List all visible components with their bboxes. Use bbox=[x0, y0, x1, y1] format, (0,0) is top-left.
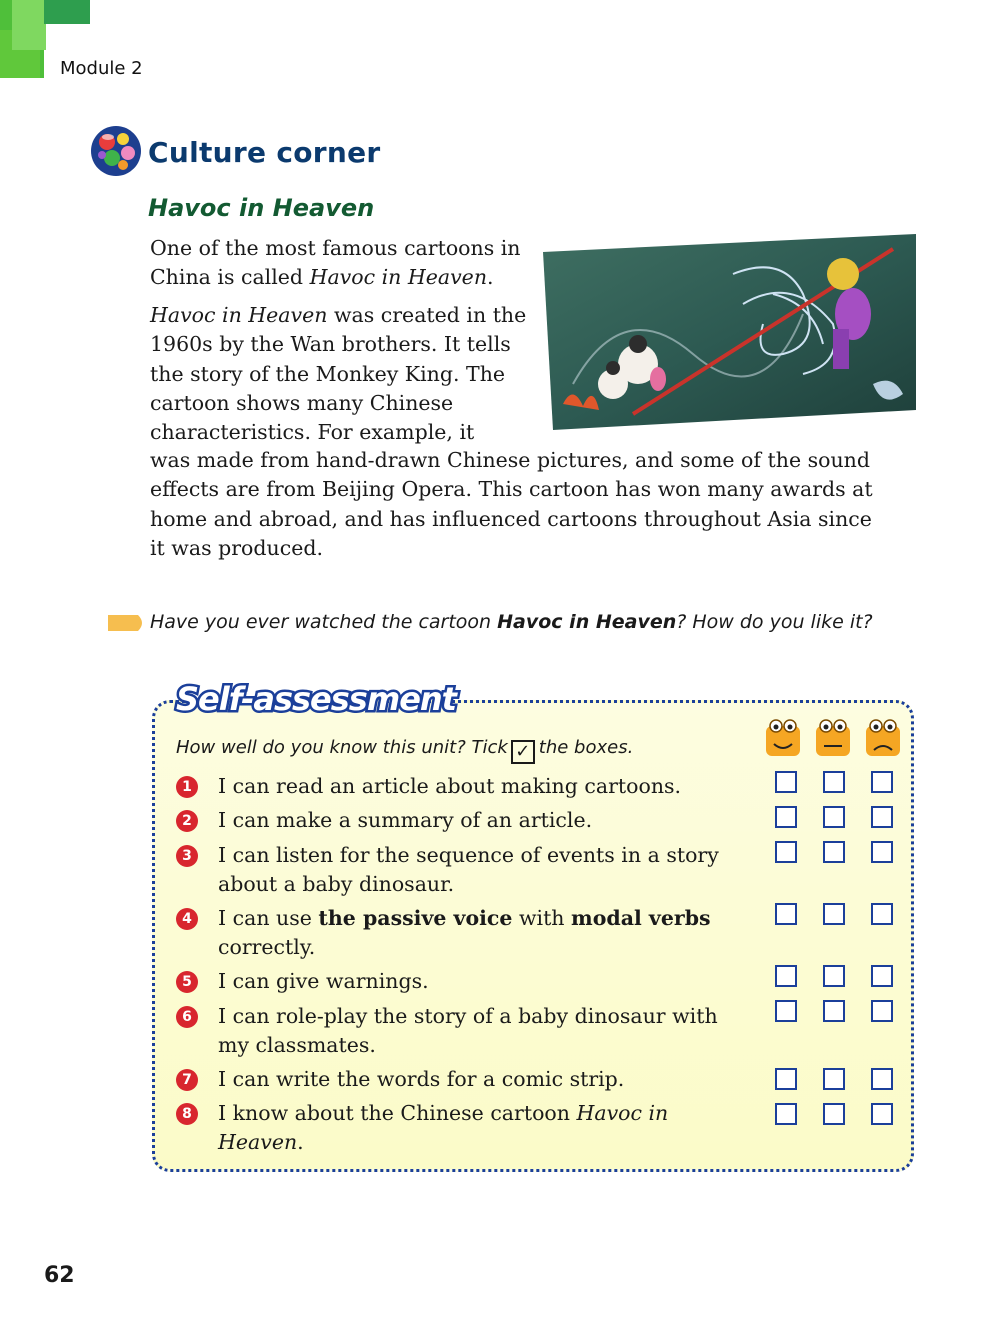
item-number: 3 bbox=[176, 845, 198, 867]
checkbox-7-neutral[interactable] bbox=[823, 1068, 845, 1090]
checkbox-4-happy[interactable] bbox=[775, 903, 797, 925]
checkbox-3-neutral[interactable] bbox=[823, 841, 845, 863]
rating-faces bbox=[764, 718, 914, 758]
item-text: I can listen for the sequence of events in a story about a baby dinosaur. bbox=[218, 843, 719, 897]
item-text: I can write the words for a comic strip. bbox=[218, 1067, 625, 1091]
checkbox-3-happy[interactable] bbox=[775, 841, 797, 863]
item-number: 4 bbox=[176, 908, 198, 930]
article-paragraph-1: One of the most famous cartoons in China is called Havoc in Heaven. bbox=[150, 236, 521, 290]
item-text: I can give warnings. bbox=[218, 969, 429, 993]
svg-text:Self-assessment: Self-assessment bbox=[176, 680, 456, 718]
item-number: 5 bbox=[176, 971, 198, 993]
article-title: Havoc in Heaven bbox=[148, 194, 375, 222]
item-number: 2 bbox=[176, 810, 198, 832]
item-number: 7 bbox=[176, 1069, 198, 1091]
culture-ball-icon bbox=[90, 125, 142, 177]
checkbox-7-sad[interactable] bbox=[871, 1068, 893, 1090]
sad-face-icon bbox=[866, 720, 900, 756]
page-number: 62 bbox=[44, 1263, 75, 1288]
item-text: I can make a summary of an article. bbox=[218, 808, 593, 832]
item-number: 1 bbox=[176, 776, 198, 798]
checkbox-4-sad[interactable] bbox=[871, 903, 893, 925]
question-tag-icon bbox=[108, 613, 146, 633]
checkbox-8-neutral[interactable] bbox=[823, 1103, 845, 1125]
module-label: Module 2 bbox=[60, 58, 143, 79]
item-number: 8 bbox=[176, 1103, 198, 1125]
checkbox-6-neutral[interactable] bbox=[823, 1000, 845, 1022]
checkbox-2-neutral[interactable] bbox=[823, 806, 845, 828]
neutral-face-icon bbox=[816, 720, 850, 756]
checkbox-4-neutral[interactable] bbox=[823, 903, 845, 925]
checkbox-1-happy[interactable] bbox=[775, 771, 797, 793]
checkbox-5-happy[interactable] bbox=[775, 965, 797, 987]
checkbox-8-happy[interactable] bbox=[775, 1103, 797, 1125]
checkbox-3-sad[interactable] bbox=[871, 841, 893, 863]
culture-corner-title: Culture corner bbox=[148, 136, 381, 169]
item-text: I can role-play the story of a baby dinosaur with my classmates. bbox=[218, 1004, 718, 1058]
havoc-in-heaven-picture bbox=[543, 234, 916, 430]
checkbox-2-happy[interactable] bbox=[775, 806, 797, 828]
checkbox-8-sad[interactable] bbox=[871, 1103, 893, 1125]
item-text: I know about the Chinese cartoon Havoc in Heaven. bbox=[218, 1101, 669, 1155]
checkbox-7-happy[interactable] bbox=[775, 1068, 797, 1090]
checkbox-1-sad[interactable] bbox=[871, 771, 893, 793]
self-assessment-title bbox=[172, 672, 462, 726]
self-assessment-instructions: How well do you know this unit? Tick ✓ the boxes. bbox=[176, 737, 634, 762]
checkbox-2-sad[interactable] bbox=[871, 806, 893, 828]
article-paragraph-3: was made from hand-drawn Chinese pictures, and some of the sound effects are from Beijing Opera. This cartoon has won many awards at home and abroad, and has influenced cartoons throughout Asia since it was produced. bbox=[150, 448, 873, 560]
discussion-question: Have you ever watched the cartoon Havoc in Heaven? How do you like it? bbox=[150, 611, 873, 633]
article-paragraph-2: Havoc in Heaven was created in the 1960s by the Wan brothers. It tells the story of the Monkey King. The cartoon shows many Chinese characteristics. For example, it bbox=[150, 303, 527, 445]
item-text: I can read an article about making cartoons. bbox=[218, 774, 682, 798]
checkbox-6-happy[interactable] bbox=[775, 1000, 797, 1022]
item-text: I can use the passive voice with modal verbs correctly. bbox=[218, 906, 711, 960]
checkbox-5-neutral[interactable] bbox=[823, 965, 845, 987]
checkbox-5-sad[interactable] bbox=[871, 965, 893, 987]
tick-mark-icon: ✓ bbox=[511, 740, 535, 764]
checkbox-6-sad[interactable] bbox=[871, 1000, 893, 1022]
happy-face-icon bbox=[766, 720, 800, 756]
item-number: 6 bbox=[176, 1006, 198, 1028]
checkbox-1-neutral[interactable] bbox=[823, 771, 845, 793]
